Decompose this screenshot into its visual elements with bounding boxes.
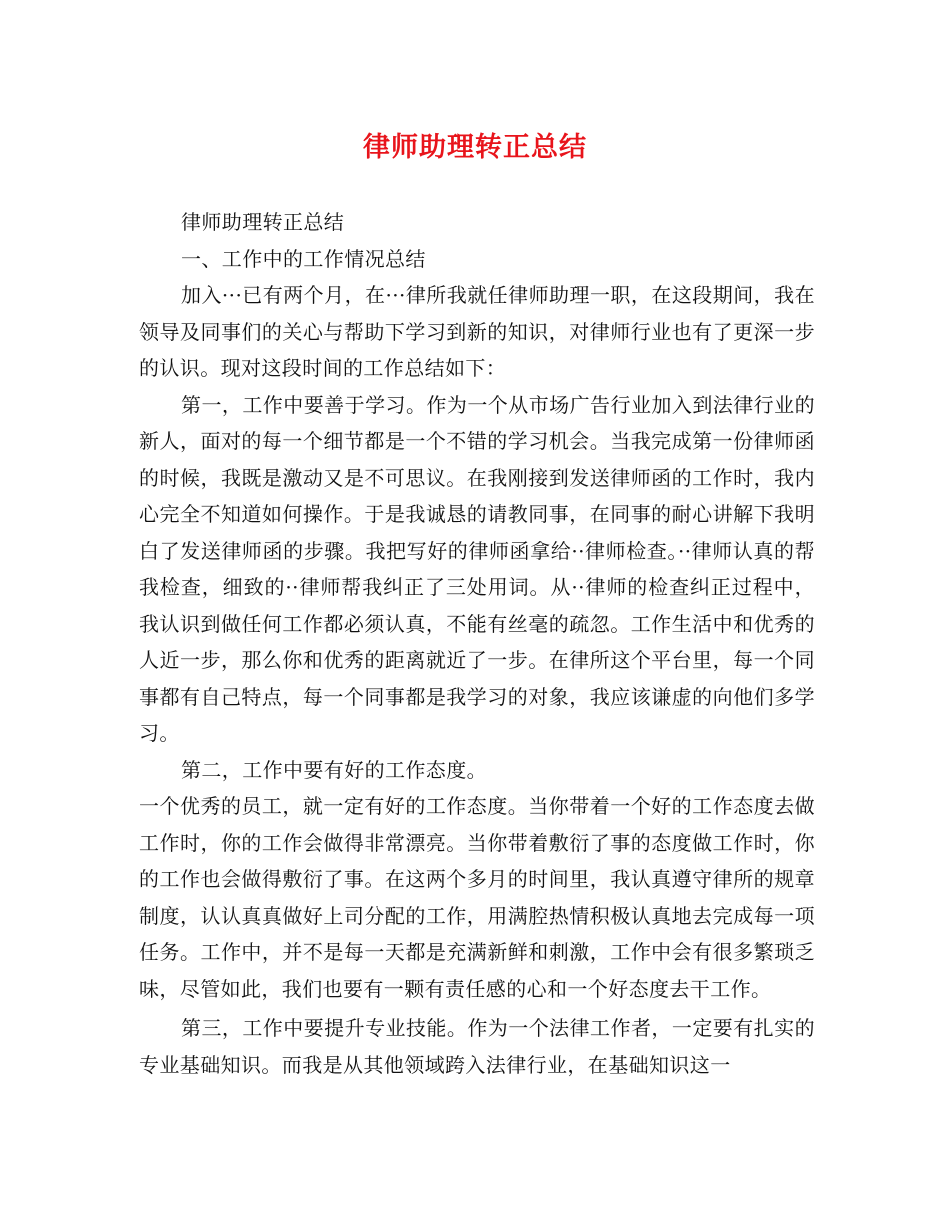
paragraph-subtitle: 律师助理转正总结: [181, 210, 345, 234]
paragraph-point-two-body: 一个优秀的员工，就一定有好的工作态度。当你带着一个好的工作态度去做工作时，你的工作会做得非常漂亮。当你带着敷衍了事的态度做工作时，你的工作也会做得敷衍了事。在这两个多月的时间里，我认真遵守律所的规章制度，认认真真做好上司分配的工作，用满腔热情积极认真地去完成每一项任务。工作中，并不是每一天都是充满新鲜和刺激，工作中会有很多繁琐乏味，尽管如此，我们也要有一颗有责任感的心和一个好态度去干工作。: [139, 794, 815, 1001]
paragraph-section-heading: 一、工作中的工作情况总结: [181, 246, 426, 271]
document-body: [139, 204, 815, 1083]
paragraph-intro: 加入···已有两个月，在···律所我就任律师助理一职，在这段期间，我在领导及同事们的关心与帮助下学习到新的知识，对律师行业也有了更深一步的认识。现对这段时间的工作总结如下：: [139, 283, 815, 380]
paragraph-point-three: 第三，工作中要提升专业技能。作为一个法律工作者，一定要有扎实的专业基础知识。而我是从其他领域跨入法律行业，在基础知识这一: [139, 1016, 815, 1077]
document-title: 律师助理转正总结: [363, 132, 587, 163]
paragraph-point-two-heading: 第二，工作中要有好的工作态度。: [181, 757, 487, 782]
paragraph-point-one: 第一，工作中要善于学习。作为一个从市场广告行业加入到法律行业的新人，面对的每一个细节都是一个不错的学习机会。当我完成第一份律师函的时候，我既是激动又是不可思议。在我刚接到发送律师函的工作时，我内心完全不知道如何操作。于是我诚恳的请教同事，在同事的耐心讲解下我明白了发送律师函的步骤。我把写好的律师函拿给··律师检查。··律师认真的帮我检查，细致的··律师帮我纠正了三处用词。从··律师的检查纠正过程中，我认识到做任何工作都必须认真，不能有丝毫的疏忽。工作生活中和优秀的人近一步，那么你和优秀的距离就近了一步。在律所这个平台里，每一个同事都有自己特点，每一个同事都是我学习的对象，我应该谦虚的向他们多学习。: [139, 392, 815, 745]
